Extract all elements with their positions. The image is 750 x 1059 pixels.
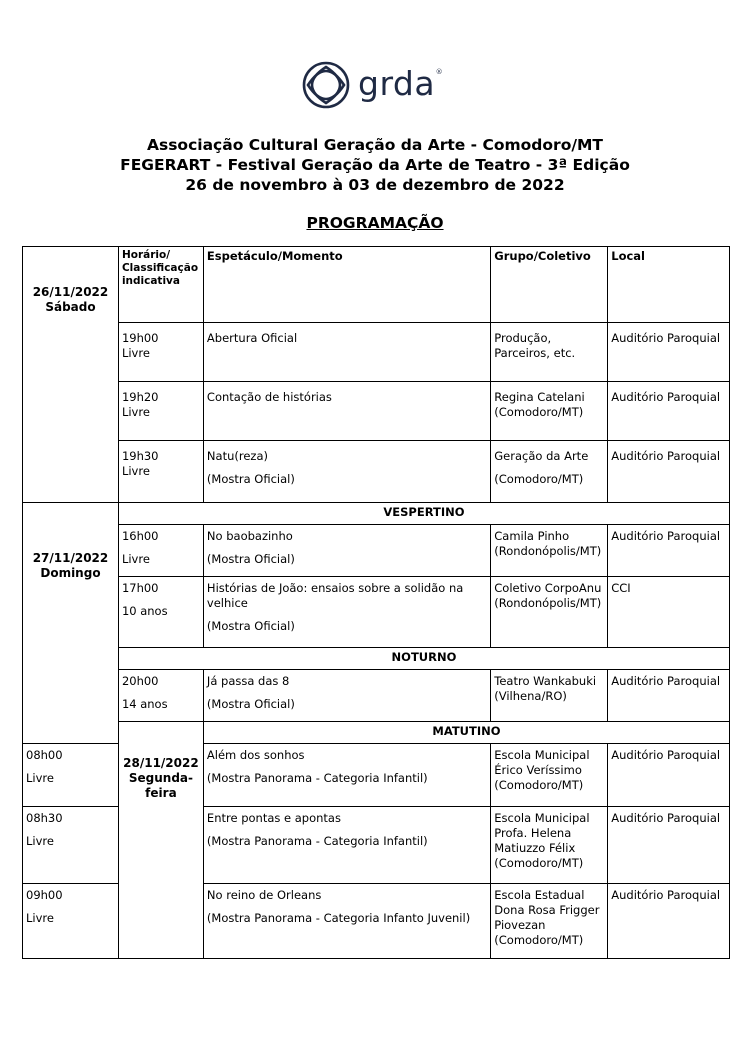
grda-logo-text: grda ® <box>358 63 444 103</box>
day-weekday: Domingo <box>40 566 101 580</box>
day-date: 28/11/2022 <box>123 756 199 770</box>
period-label: NOTURNO <box>118 648 729 670</box>
show-cell: Além dos sonhos (Mostra Panorama - Categoria Infantil) <box>203 744 490 807</box>
time-cell: 19h00 Livre <box>118 323 203 382</box>
show-cell: Natu(reza) (Mostra Oficial) <box>203 441 490 503</box>
column-header-place: Local <box>608 247 730 323</box>
group-cell: Geração da Arte (Comodoro/MT) <box>491 441 608 503</box>
table-row <box>23 670 730 722</box>
show-cell: Entre pontas e apontas (Mostra Panorama - Categoria Infantil) <box>203 807 490 884</box>
festival-title: FEGERART - Festival Geração da Arte de Teatro - 3ª Edição <box>120 156 630 174</box>
group-cell: Escola Municipal Profa. Helena Matiuzzo Félix (Comodoro/MT) <box>491 807 608 884</box>
time-cell: 17h00 10 anos <box>118 577 203 648</box>
place-cell: Auditório Paroquial <box>608 884 730 959</box>
table-row <box>23 577 730 648</box>
time-cell: 08h00 Livre <box>23 744 119 807</box>
day-cell <box>118 722 203 959</box>
place-cell: Auditório Paroquial <box>608 807 730 884</box>
show-cell: Histórias de João: ensaios sobre a solidão na velhice (Mostra Oficial) <box>203 577 490 648</box>
place-cell: Auditório Paroquial <box>608 670 730 722</box>
grda-logo-icon <box>300 59 352 111</box>
table-row <box>23 525 730 577</box>
day-cell <box>23 503 119 744</box>
column-header-show: Espetáculo/Momento <box>203 247 490 323</box>
place-cell: Auditório Paroquial <box>608 525 730 577</box>
column-header-time: Horário/ Classificação indicativa <box>118 247 203 323</box>
group-cell: Produção, Parceiros, etc. <box>491 323 608 382</box>
table-row <box>23 382 730 441</box>
day-date: 26/11/2022 <box>32 285 109 299</box>
day-weekday: Sábado <box>45 300 96 314</box>
table-header-row <box>23 247 730 323</box>
group-cell: Escola Municipal Érico Veríssimo (Comodoro/MT) <box>491 744 608 807</box>
schedule-table <box>22 246 730 959</box>
time-cell: 08h30 Livre <box>23 807 119 884</box>
place-cell: Auditório Paroquial <box>608 323 730 382</box>
time-cell: 19h20 Livre <box>118 382 203 441</box>
association-title: Associação Cultural Geração da Arte - Comodoro/MT <box>146 136 604 154</box>
period-row <box>23 503 730 525</box>
table-row <box>23 441 730 503</box>
grda-logo <box>300 60 450 110</box>
place-cell: Auditório Paroquial <box>608 744 730 807</box>
time-cell: 16h00 Livre <box>118 525 203 577</box>
day-cell <box>23 247 119 503</box>
period-label: VESPERTINO <box>118 503 729 525</box>
show-cell: No reino de Orleans (Mostra Panorama - Categoria Infanto Juvenil) <box>203 884 490 959</box>
programacao-title: PROGRAMAÇÃO <box>306 214 444 232</box>
day-weekday: Segunda-feira <box>128 771 193 800</box>
group-cell: Coletivo CorpoAnu (Rondonópolis/MT) <box>491 577 608 648</box>
place-cell: Auditório Paroquial <box>608 441 730 503</box>
time-cell: 09h00 Livre <box>23 884 119 959</box>
show-cell: Contação de histórias <box>203 382 490 441</box>
column-header-group: Grupo/Coletivo <box>491 247 608 323</box>
show-cell: Já passa das 8 (Mostra Oficial) <box>203 670 490 722</box>
time-cell: 19h30 Livre <box>118 441 203 503</box>
day-date: 27/11/2022 <box>32 551 109 565</box>
group-cell: Camila Pinho (Rondonópolis/MT) <box>491 525 608 577</box>
period-row <box>23 722 730 744</box>
place-cell: Auditório Paroquial <box>608 382 730 441</box>
group-cell: Teatro Wankabuki (Vilhena/RO) <box>491 670 608 722</box>
show-cell: No baobazinho (Mostra Oficial) <box>203 525 490 577</box>
place-cell: CCI <box>608 577 730 648</box>
table-row <box>23 323 730 382</box>
time-cell: 20h00 14 anos <box>118 670 203 722</box>
group-cell: Escola Estadual Dona Rosa Frigger Piovezan (Comodoro/MT) <box>491 884 608 959</box>
period-row <box>23 648 730 670</box>
show-cell: Abertura Oficial <box>203 323 490 382</box>
festival-dates: 26 de novembro à 03 de dezembro de 2022 <box>185 176 565 194</box>
period-label: MATUTINO <box>203 722 729 744</box>
group-cell: Regina Catelani (Comodoro/MT) <box>491 382 608 441</box>
